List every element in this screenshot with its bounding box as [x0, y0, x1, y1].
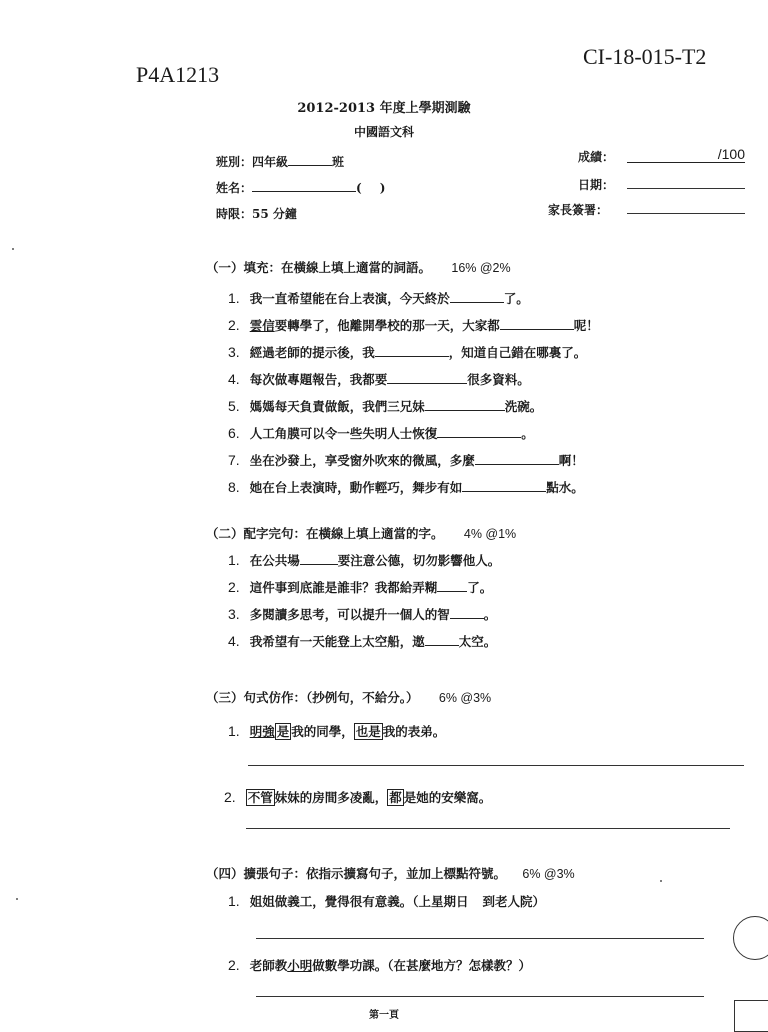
name-paren-close: ): [379, 181, 386, 195]
s2-question-1: 1. 在公共場 要注意公德，切勿影響他人。: [228, 552, 501, 568]
date-label: 日期：: [578, 178, 615, 192]
s2-question-4: 4. 我希望有一天能登上太空船，遨 太空。: [228, 633, 497, 649]
section3-marks: 6% @3%: [438, 691, 492, 705]
paper-code-left: P4A1213: [136, 62, 220, 87]
name-blank[interactable]: [252, 179, 356, 192]
time-label: 時限：: [216, 207, 253, 221]
s2-question-3: 3. 多閱讀多思考，可以提升一個人的智 。: [228, 606, 497, 622]
parent-row: [548, 201, 608, 218]
section1-marks: 16% @2%: [451, 261, 511, 275]
s1-question-2: 2. 雲信要轉學了，他離開學校的那一天，大家都 呢！: [228, 317, 599, 333]
s1-q5-blank[interactable]: [425, 398, 505, 411]
s1-q4-blank[interactable]: [387, 371, 467, 384]
class-row: [216, 153, 344, 170]
s3-q1-keyword-1: 是: [276, 724, 290, 739]
section1-heading: （一）填充：在橫線上填上適當的詞語。 16% @2%: [206, 260, 511, 275]
parent-signature-label: 家長簽署：: [548, 203, 609, 217]
section2-marks: 4% @1%: [463, 527, 517, 541]
name-row: [216, 179, 385, 196]
class-label: 班別：: [216, 155, 253, 169]
s4-q2-answer-line[interactable]: [256, 996, 704, 997]
s1-q2-blank[interactable]: [500, 317, 574, 330]
time-row: [216, 205, 297, 222]
s1-q1-blank[interactable]: [450, 290, 504, 303]
s1-q6-blank[interactable]: [437, 425, 521, 438]
s2-q2-blank[interactable]: [437, 579, 467, 592]
corner-box-mark: [734, 1000, 768, 1032]
s3-question-2: 2. 不管 妹妹的房間多凌亂， 都 是她的安樂窩。: [224, 789, 492, 805]
s3-q2-keyword-1: 不管: [247, 790, 273, 805]
s2-question-2: 2. 這件事到底誰是誰非？我都給弄糊 了。: [228, 579, 493, 595]
time-value: 55 分鐘: [252, 207, 297, 221]
scan-speck: [12, 248, 14, 250]
s1-q3-blank[interactable]: [375, 344, 449, 357]
class-value: 四年級: [252, 155, 289, 169]
scan-speck: [660, 880, 662, 882]
s1-question-3: 3. 經過老師的提示後，我 ，知道自己錯在哪裏了。: [228, 344, 587, 360]
punch-hole-mark: [733, 916, 768, 960]
s1-question-8: 8. 她在台上表演時，動作輕巧，舞步有如 點水。: [228, 479, 584, 495]
s3-q2-keyword-2: 都: [389, 790, 402, 805]
s2-q1-blank[interactable]: [300, 552, 338, 565]
paper-code-right: CI-18-015-T2: [583, 44, 707, 69]
section4-marks: 6% @3%: [522, 867, 575, 881]
score-total: /100: [717, 146, 745, 162]
s1-q7-blank[interactable]: [475, 452, 559, 465]
section4-heading: （四）擴張句子：依指示擴寫句子，並加上標點符號。 6% @3%: [206, 866, 575, 881]
name-paren: (: [356, 181, 362, 195]
s2-q3-blank[interactable]: [450, 606, 484, 619]
section3-heading: （三）句式仿作：（抄例句，不給分。） 6% @3%: [206, 690, 492, 705]
name-label: 姓名：: [216, 181, 253, 195]
s1-question-5: 5. 媽媽每天負責做飯，我們三兄妹 洗碗。: [228, 398, 543, 414]
score-label: 成績：: [578, 150, 615, 164]
s3-question-1: 1. 明強 是 我的同學， 也是 我的表弟。: [228, 723, 446, 739]
class-suffix: 班: [332, 155, 345, 169]
exam-title: 2012-2013 年度上學期測驗: [297, 101, 471, 116]
date-row: [578, 176, 614, 193]
parent-signature-blank[interactable]: [627, 213, 745, 214]
page-number: 第一頁: [369, 1010, 399, 1021]
score-row: [578, 148, 614, 165]
s3-q1-keyword-2: 也是: [355, 724, 381, 739]
s1-question-4: 4. 每次做專題報告，我都要 很多資料。: [228, 371, 530, 387]
s1-question-6: 6. 人工角膜可以令一些失明人士恢復 。: [228, 425, 534, 441]
s1-question-1: 1. 我一直希望能在台上表演，今天終於 了。: [228, 290, 529, 306]
scan-speck: [16, 898, 18, 900]
s1-q8-blank[interactable]: [462, 479, 546, 492]
s3-q2-answer-line[interactable]: [246, 828, 730, 829]
s3-q1-answer-line[interactable]: [248, 765, 744, 766]
s4-q1-answer-line[interactable]: [256, 938, 704, 939]
date-blank[interactable]: [627, 188, 745, 189]
s2-q4-blank[interactable]: [425, 633, 459, 646]
s4-question-1: 1. 姐姐做義工，覺得很有意義。（上星期日 到老人院）: [228, 893, 545, 909]
s4-question-2: 2. 老師教小明做數學功課。（在甚麼地方？怎樣教？）: [228, 957, 531, 973]
section2-heading: （二）配字完句：在橫線上填上適當的字。 4% @1%: [206, 526, 517, 541]
s1-question-7: 7. 坐在沙發上，享受窗外吹來的微風，多麼 啊！: [228, 452, 584, 468]
score-field[interactable]: [627, 146, 745, 163]
exam-subject: 中國語文科: [353, 125, 414, 139]
class-blank[interactable]: [288, 153, 332, 166]
